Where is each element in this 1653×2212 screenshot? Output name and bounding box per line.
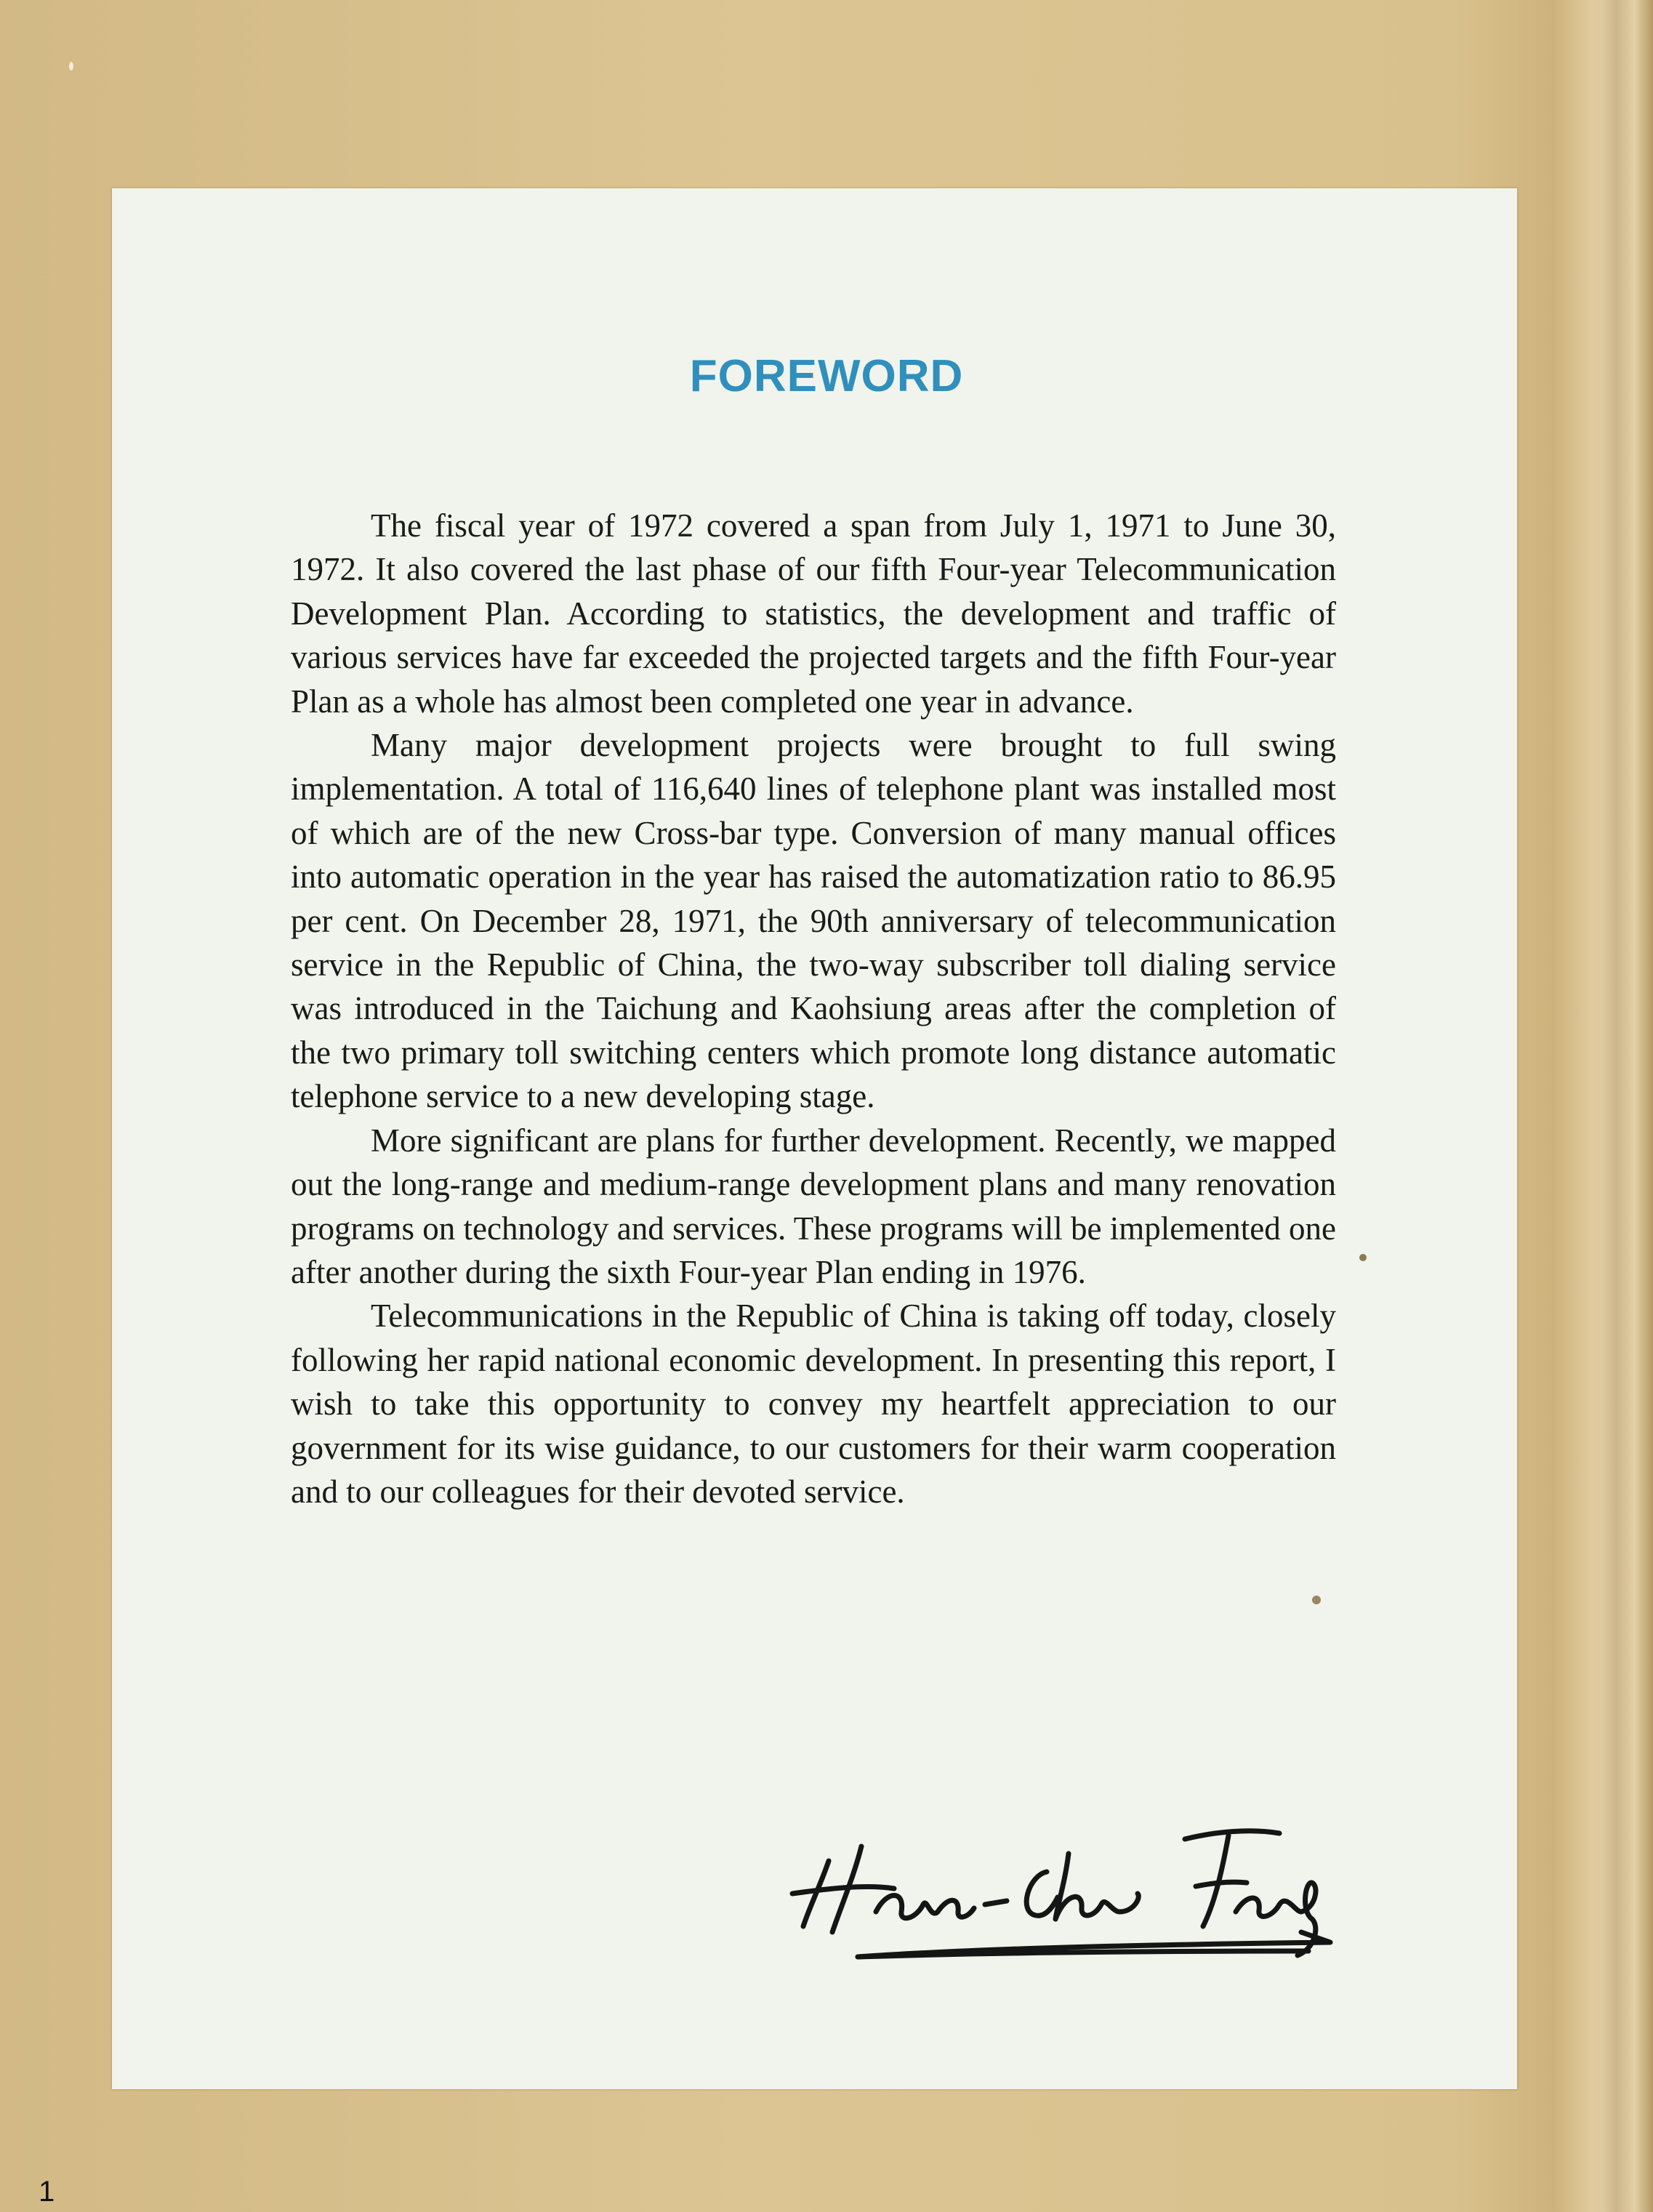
paragraph-4: Telecommunications in the Republic of China is taking off today, closely following her rapid national economic development. In presenting this report, I wish to take this opportunity to convey my heartfelt appreciation to our government for its wise guidance, to our customers for their warm cooperation and to our colleagues for their devoted service. <box>291 1298 1336 1510</box>
page-title: FOREWORD <box>689 351 964 401</box>
paper-speck <box>1359 1254 1367 1261</box>
paper-speck <box>1312 1596 1321 1604</box>
page-number: 1 <box>39 2176 55 2208</box>
handwritten-signature <box>778 1803 1345 1963</box>
paragraph-2: Many major development projects were brought to full swing implementation. A total of 116,640 lines of telephone plant was installed most of which are of the new Cross-bar type. Conversion of many manual offices into automatic operation in the year has raised the automatization ratio to 86.95 per cent. On December 28, 1971, the 90th anniversary of telecommunication service in the Republic of China, the two-way subscriber toll dialing service was introduced in the Taichung and Kaohsiung areas after the completion of the two primary toll switching centers which promote long distance automatic telephone service to a new developing stage. <box>291 727 1336 1115</box>
binding-shadow <box>1592 0 1653 2212</box>
foreword-body <box>291 504 1336 1513</box>
paragraph-1: The fiscal year of 1972 covered a span from July 1, 1971 to June 30, 1972. It also covered the last phase of our fifth Four-year Telecommunication Development Plan. According to statistics, the development and traffic of various services have far exceeded the projected targets and the fifth Four-year Plan as a whole has almost been completed one year in advance. <box>291 507 1336 720</box>
paragraph-3: More significant are plans for further development. Recently, we mapped out the long-range and medium-range development plans and many renovation programs on technology and services. These programs will be implemented one after another during the sixth Four-year Plan ending in 1976. <box>291 1122 1336 1290</box>
paper-speck <box>69 62 73 71</box>
